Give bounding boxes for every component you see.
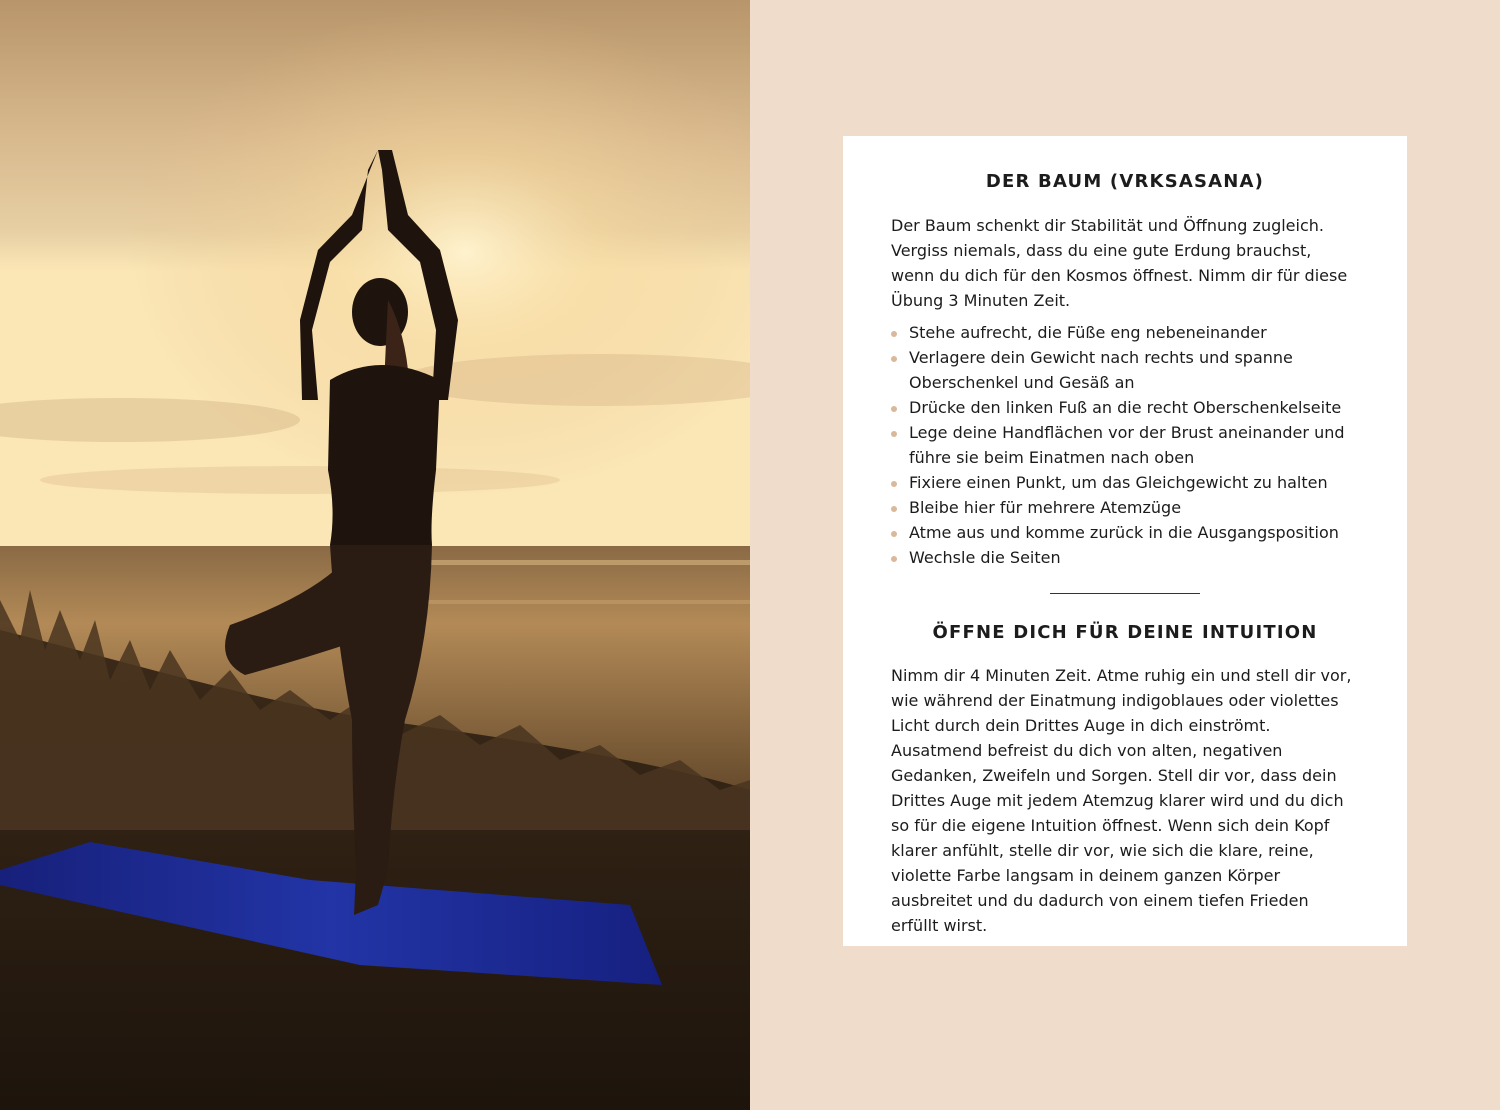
list-item: Fixiere einen Punkt, um das Gleichgewicht zu halten — [891, 470, 1359, 495]
list-item: Stehe aufrecht, die Füße eng nebeneinander — [891, 320, 1359, 345]
bullet-icon — [891, 406, 897, 412]
section-title-tree-pose: DER BAUM (VRKSASANA) — [985, 171, 1265, 192]
list-item: Wechsle die Seiten — [891, 545, 1359, 570]
bullet-icon — [891, 531, 897, 537]
bullet-icon — [891, 481, 897, 487]
bullet-icon — [891, 556, 897, 562]
list-item: Verlagere dein Gewicht nach rechts und spanne Oberschenkel und Gesäß an — [891, 345, 1359, 395]
section-body-intuition: Nimm dir 4 Minuten Zeit. Atme ruhig ein und stell dir vor, wie während der Einatmung indigoblaues oder violettes Licht durch dein Drittes Auge in dich einströmt. Ausatmend befreist du dich von alten, negativen Gedanken, Zweifeln und Sorgen. Stell dir vor, dass dein Drittes Auge mit jedem Atemzug klarer wird und du dich so für die eigene Intuition öffnest. Wenn sich dein Kopf klarer anfühlt, stelle dir vor, wie sich die klare, reine, violette Farbe langsam in deinem ganzen Körper ausbreitet und du dadurch von einem tiefen Frieden erfüllt wirst. — [891, 666, 1352, 935]
list-item: Drücke den linken Fuß an die recht Oberschenkelseite — [891, 395, 1359, 420]
text-card — [843, 136, 1407, 946]
section-divider — [1050, 593, 1200, 594]
bullet-icon — [891, 431, 897, 437]
bullet-icon — [891, 506, 897, 512]
section-intro: Der Baum schenkt dir Stabilität und Öffnung zugleich. Vergiss niemals, dass du eine gute Erdung brauchst, wenn du dich für den Kosmos öffnest. Nimm dir für diese Übung 3 Minuten Zeit. — [891, 216, 1348, 310]
steps-list — [891, 320, 1359, 570]
section-title-intuition: ÖFFNE DICH FÜR DEINE INTUITION — [932, 622, 1318, 643]
bullet-icon — [891, 331, 897, 337]
list-item: Atme aus und komme zurück in die Ausgangsposition — [891, 520, 1359, 545]
bullet-icon — [891, 356, 897, 362]
list-item: Lege deine Handflächen vor der Brust aneinander und führe sie beim Einatmen nach oben — [891, 420, 1359, 470]
list-item: Bleibe hier für mehrere Atemzüge — [891, 495, 1359, 520]
